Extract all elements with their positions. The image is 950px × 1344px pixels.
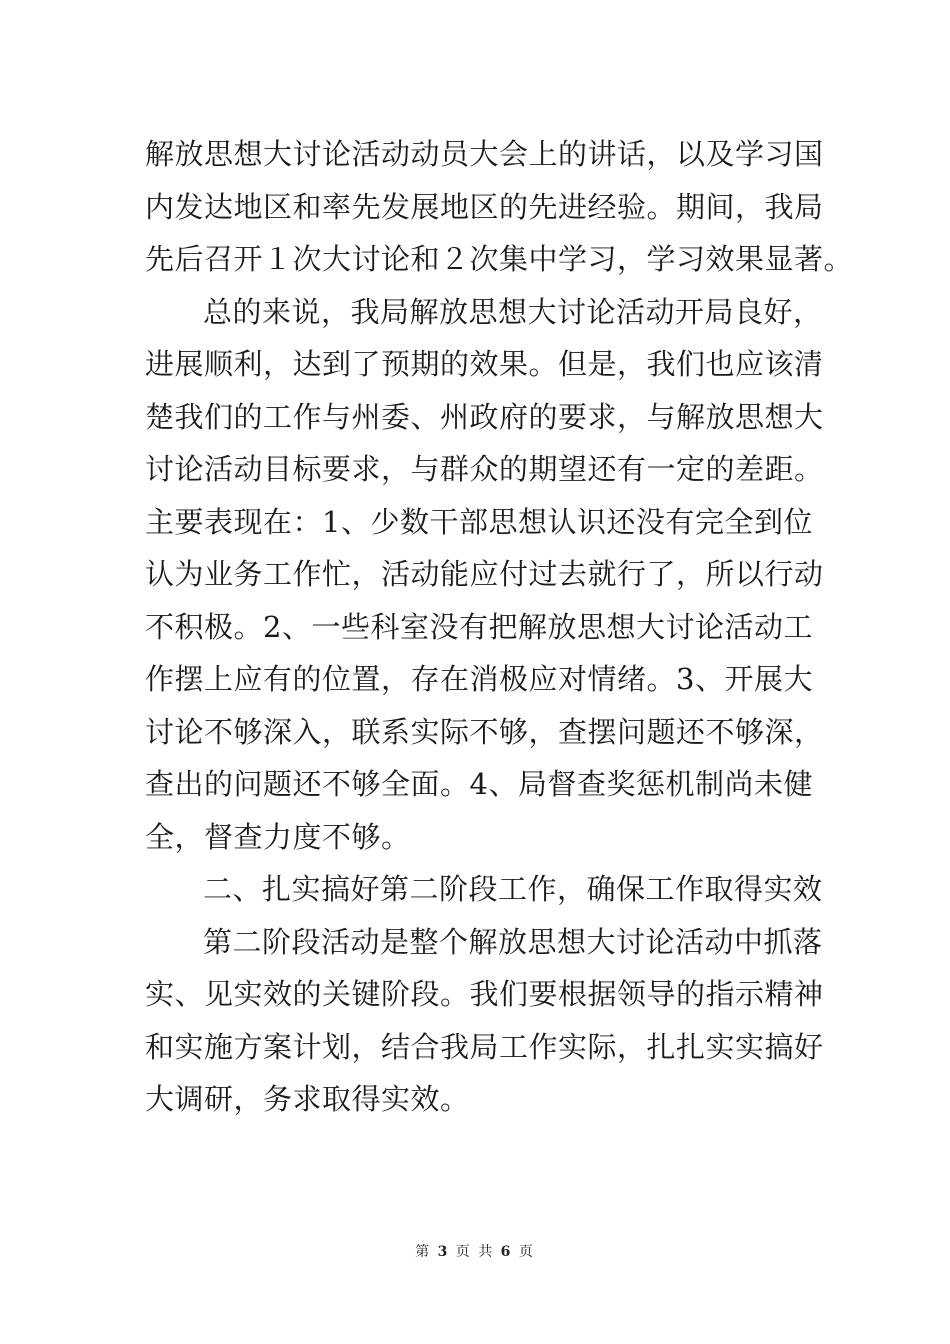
text-line: 楚我们的工作与州委、州政府的要求，与解放思想大 <box>145 399 824 434</box>
text-line: 认为业务工作忙，活动能应付过去就行了，所以行动 <box>145 557 824 591</box>
text-line: 二、扎实搞好第二阶段工作，确保工作取得实效 <box>203 872 823 906</box>
footer-suffix: 页 <box>518 1244 535 1260</box>
text-line: 不积极。2、一些科室没有把解放思想大讨论活动工 <box>145 609 813 644</box>
text-line: 查出的问题还不够全面。4、局督查奖惩机制尚未健 <box>145 767 813 801</box>
text-line: 主要表现在：1、少数干部思想认识还没有完全到位 <box>145 504 813 539</box>
text-line: 讨论活动目标要求，与群众的期望还有一定的差距。 <box>145 452 824 486</box>
text-line: 总的来说，我局解放思想大讨论活动开局良好， <box>203 294 823 329</box>
text-line: 解放思想大讨论活动动员大会上的讲话，以及学习国 <box>145 137 824 171</box>
text-line: 和实施方案计划，结合我局工作实际，扎扎实实搞好 <box>145 1029 824 1064</box>
text-line: 实、见实效的关键阶段。我们要根据领导的指示精神 <box>145 977 824 1011</box>
text-line: 先后召开１次大讨论和２次集中学习，学习效果显著。 <box>145 242 854 276</box>
text-line: 全，督查力度不够。 <box>145 819 411 854</box>
current-page-number: 3 <box>437 1244 450 1260</box>
text-line: 大调研，务求取得实效。 <box>145 1082 470 1116</box>
document-body <box>145 128 854 1126</box>
text-line: 第二阶段活动是整个解放思想大讨论活动中抓落 <box>203 924 823 959</box>
text-line: 讨论不够深入，联系实际不够，查摆问题还不够深， <box>145 714 824 749</box>
text-line: 内发达地区和率先发展地区的先进经验。期间，我局 <box>145 189 824 224</box>
page-footer <box>0 1241 950 1261</box>
footer-prefix: 第 <box>415 1244 432 1260</box>
text-line: 作摆上应有的位置，存在消极应对情绪。3、开展大 <box>145 662 813 696</box>
text-line: 进展顺利，达到了预期的效果。但是，我们也应该清 <box>145 347 824 381</box>
footer-middle: 页 共 <box>455 1244 495 1260</box>
total-pages-number: 6 <box>500 1244 513 1260</box>
